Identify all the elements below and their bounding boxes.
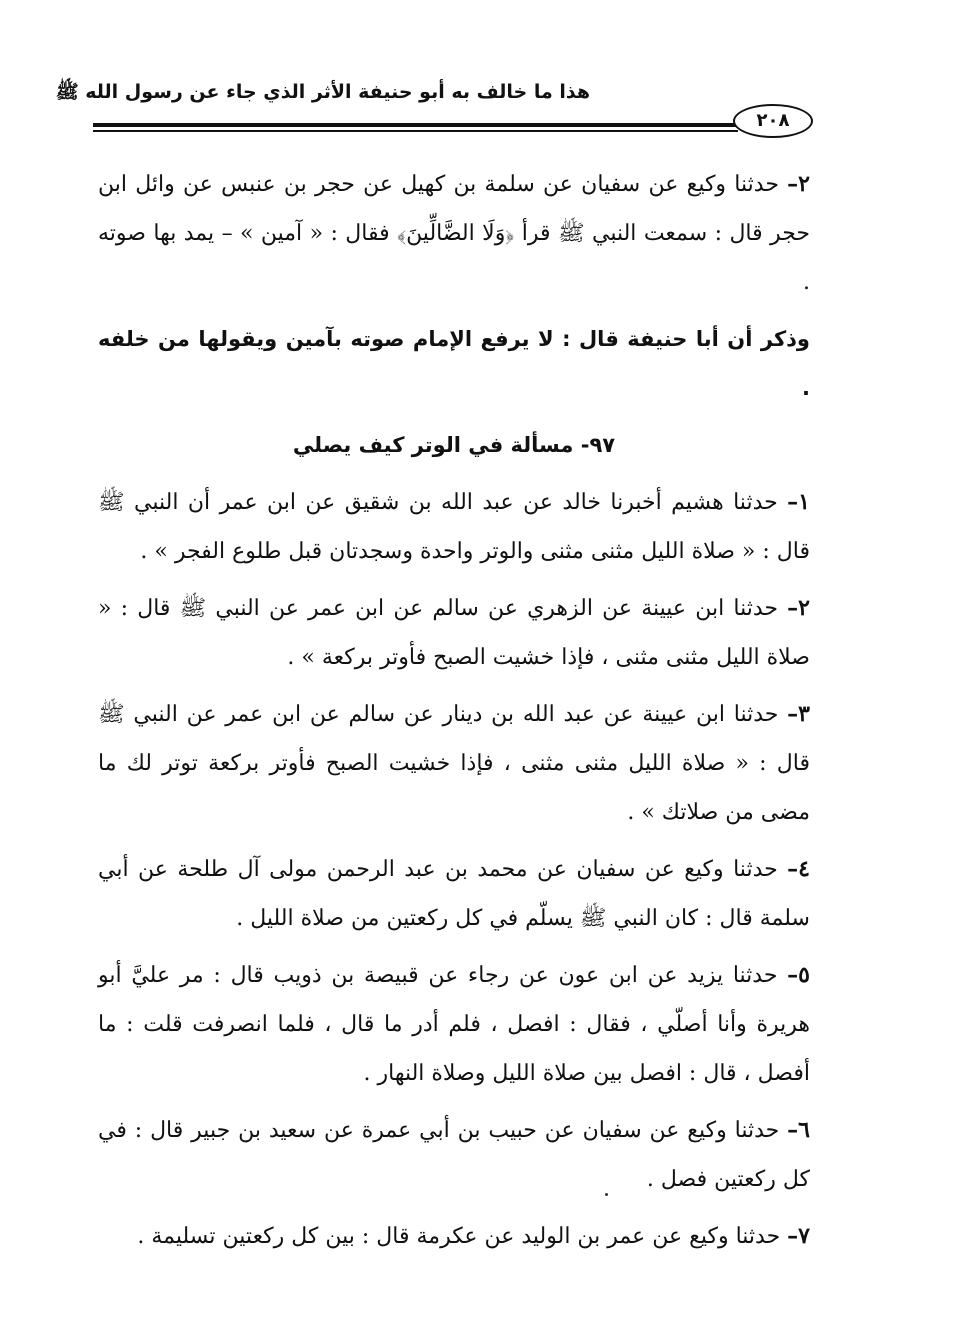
hadith-number: ٧– xyxy=(787,1223,810,1249)
hadith-text: حدثنا هشيم أخبرنا خالد عن عبد الله بن شقيق عن ابن عمر أن النبي ﷺ قال : « صلاة الليل مثنى مثنى والوتر واحدة وسجدتان قبل طلوع الفجر » . xyxy=(98,490,810,564)
print-speck xyxy=(605,1193,608,1196)
hadith-paragraph xyxy=(98,1212,810,1261)
hadith-number: ٤– xyxy=(787,856,810,882)
hadith-text: حدثنا ابن عيينة عن عبد الله بن دينار عن سالم عن ابن عمر عن النبي ﷺ قال : « صلاة الليل مثنى مثنى ، فإذا خشيت الصبح فأوتر بركعة توتر لك ما مضى من صلاتك » . xyxy=(98,702,810,825)
hadith-paragraph xyxy=(98,845,810,943)
hadith-text: حدثنا ابن عيينة عن الزهري عن سالم عن ابن عمر عن النبي ﷺ قال : « صلاة الليل مثنى مثنى ، فإذا خشيت الصبح فأوتر بركعة » . xyxy=(98,596,810,670)
hadith-text: حدثنا وكيع عن سفيان عن سلمة بن كهيل عن حجر بن عنبس عن وائل ابن حجر قال : سمعت النبي ﷺ قرأ ﴿وَلَا الضَّالِّينَ﴾ فقال : « آمين » – يمد بها صوته . xyxy=(98,172,810,295)
hadith-number: ٣– xyxy=(787,701,810,727)
hadith-paragraph xyxy=(98,1106,810,1204)
hadith-number: ٥– xyxy=(787,962,810,988)
hadith-paragraph xyxy=(98,160,810,307)
main-text xyxy=(98,160,810,1269)
running-title: هذا ما خالف به أبو حنيفة الأثر الذي جاء عن رسول الله ﷺ xyxy=(55,81,590,103)
hadith-number: ٢– xyxy=(787,595,810,621)
header-rule-thick xyxy=(93,123,738,127)
page-number: ٢٠٨ xyxy=(733,104,813,138)
hadith-paragraph xyxy=(98,584,810,682)
hadith-text: حدثنا يزيد عن ابن عون عن رجاء عن قبيصة بن ذويب قال : مر عليَّ أبو هريرة وأنا أصلّي ، فقال : افصل ، فلم أدر ما قال ، فلما انصرفت قلت : ما أفصل ، قال : افصل بين صلاة الليل وصلاة النهار . xyxy=(98,963,810,1086)
hadith-number: ٦– xyxy=(787,1117,810,1143)
abu-hanifa-statement: وذكر أن أبا حنيفة قال : لا يرفع الإمام صوته بآمين ويقولها من خلفه . xyxy=(98,327,810,400)
section-heading: ٩٧- مسألة في الوتر كيف يصلي xyxy=(292,433,616,457)
hadith-paragraph xyxy=(98,478,810,576)
hadith-text: حدثنا وكيع عن سفيان عن محمد بن عبد الرحمن مولى آل طلحة عن أبي سلمة قال : كان النبي ﷺ يسلّم في كل ركعتين من صلاة الليل . xyxy=(98,857,810,931)
hadith-paragraph xyxy=(98,951,810,1098)
hadith-text: حدثنا وكيع عن عمر بن الوليد عن عكرمة قال : بين كل ركعتين تسليمة . xyxy=(137,1224,788,1249)
header-rule-thin xyxy=(93,130,738,132)
hadith-text: حدثنا وكيع عن سفيان عن حبيب بن أبي عمرة عن سعيد بن جبير قال : في كل ركعتين فصل . xyxy=(98,1118,810,1192)
hadith-number: ٢– xyxy=(787,171,810,197)
hadith-paragraph xyxy=(98,690,810,837)
hadith-number: ١– xyxy=(787,489,810,515)
